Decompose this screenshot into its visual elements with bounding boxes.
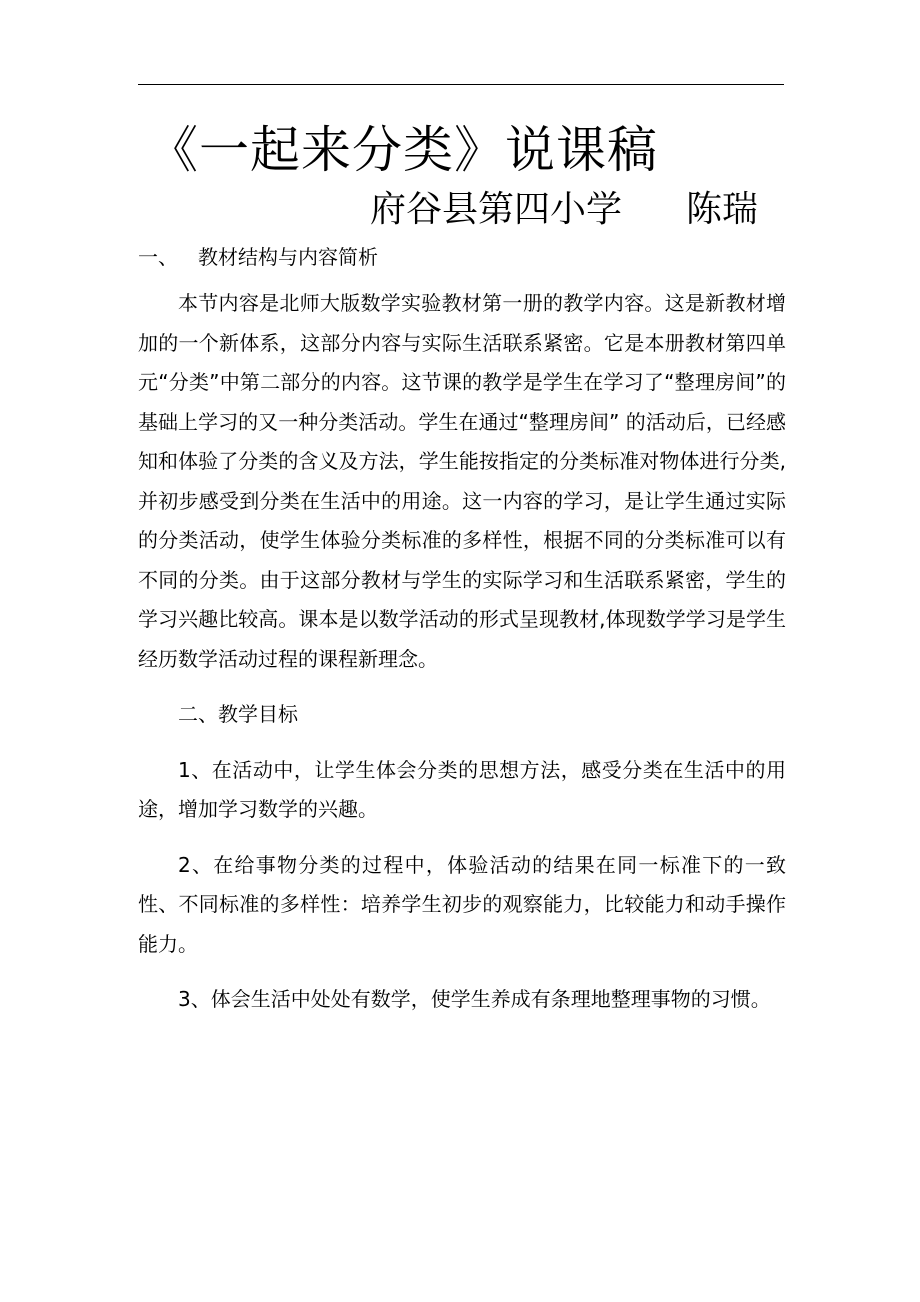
document-body	[138, 284, 786, 1020]
section-1-number: 一、	[138, 245, 178, 269]
byline	[370, 186, 790, 234]
author-name: 陈瑞	[686, 189, 759, 230]
section-2-heading: 二、教学目标	[178, 702, 298, 726]
document-title: 《一起来分类》说课稿	[148, 121, 658, 179]
section-1-title: 教材结构与内容简析	[198, 245, 378, 269]
header-rule	[138, 84, 784, 85]
goal-2: 2、在给事物分类的过程中，体验活动的结果在同一标准下的一致性、不同标准的多样性：培养学生初步的观察能力，比较能力和动手操作能力。	[138, 852, 786, 956]
goal-1: 1、在活动中，让学生体会分类的思想方法，感受分类在生活中的用途，增加学习数学的兴趣。	[138, 757, 786, 821]
goal-3: 3、体会生活中处处有数学，使学生养成有条理地整理事物的习惯。	[178, 987, 771, 1011]
section-1-paragraph: 本节内容是北师大版数学实验教材第一册的教学内容。这是新教材增加的一个新体系，这部分内容与实际生活联系紧密。它是本册教材第四单元“分类”中第二部分的内容。这节课的教学是学生在学习了“整理房间”的基础上学习的又一种分类活动。学生在通过“整理房间” 的活动后，已经感知和体验了分类的含义及方法，学生能按指定的分类标准对物体进行分类,并初步感受到分类在生活中的用途。这一内容的学习，是让学生通过实际的分类活动，使学生体验分类标准的多样性，根据不同的分类标准可以有不同的分类。由于这部分教材与学生的实际学习和生活联系紧密，学生的学习兴趣比较高。课本是以数学活动的形式呈现教材,体现数学学习是学生经历数学活动过程的课程新理念。	[138, 291, 786, 671]
section-1-heading	[138, 242, 378, 272]
school-name: 府谷县第四小学	[370, 189, 623, 230]
